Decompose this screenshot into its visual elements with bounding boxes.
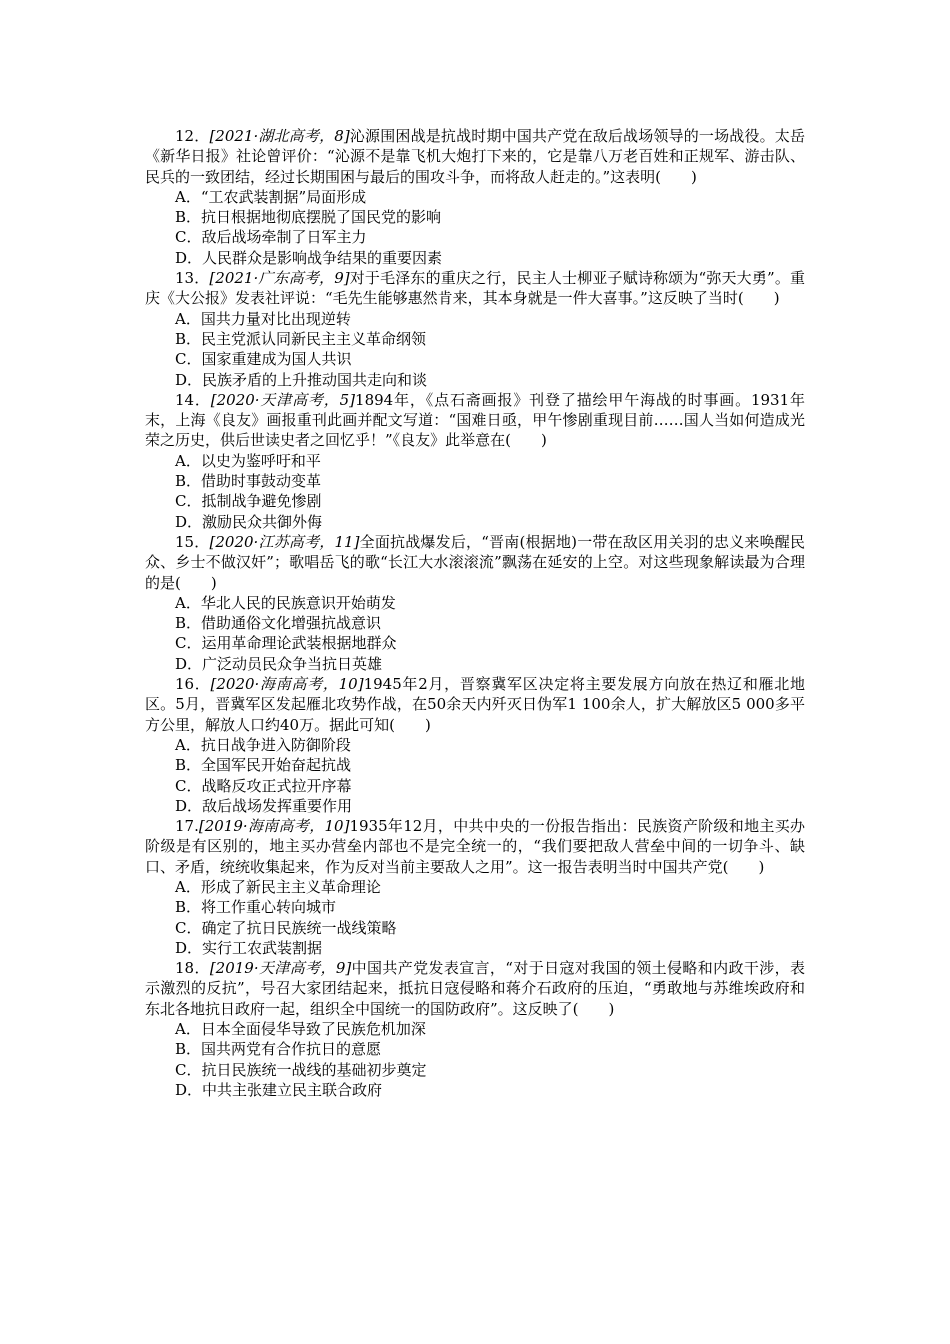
option-c: C．国家重建成为国人共识 bbox=[175, 350, 352, 369]
question-number: 13． bbox=[175, 269, 210, 288]
option-d: D．实行工农武装割据 bbox=[175, 938, 323, 957]
question-stem bbox=[145, 268, 805, 309]
question-15 bbox=[145, 532, 805, 674]
question-14 bbox=[145, 390, 805, 532]
option-a: A．国共力量对比出现逆转 bbox=[175, 309, 351, 328]
question-18 bbox=[145, 958, 805, 1100]
option-a: A．“工农武装割据”局面形成 bbox=[175, 187, 367, 206]
question-number: 15． bbox=[175, 532, 210, 551]
option-d: D．激励民众共御外侮 bbox=[175, 512, 323, 531]
option-c: C．确定了抗日民族统一战线策略 bbox=[175, 918, 397, 937]
question-stem bbox=[145, 532, 805, 593]
option-b: B．全国军民开始奋起抗战 bbox=[175, 756, 352, 775]
option-d: D．敌后战场发挥重要作用 bbox=[175, 796, 353, 815]
option-b: B．抗日根据地彻底摆脱了国民党的影响 bbox=[175, 208, 442, 227]
option-c: C．抗日民族统一战线的基础初步奠定 bbox=[175, 1060, 427, 1079]
question-text: 全面抗战爆发后，“晋南(根据地)一带在敌区用关羽的忠义来唤醒民众、乡士不做汉奸”；歌唱岳飞的歌“长江大水滚滚流”飘荡在延安的上空。对这些现象解读最为合理的是( ) bbox=[145, 532, 805, 592]
question-number: 16． bbox=[175, 675, 211, 694]
question-17 bbox=[145, 816, 805, 958]
question-number: 12． bbox=[175, 127, 210, 145]
option-d: D．人民群众是影响战争结果的重要因素 bbox=[175, 248, 443, 267]
question-number: 14． bbox=[175, 390, 211, 409]
option-b: B．借助时事鼓动变革 bbox=[175, 472, 322, 491]
question-text: 1935年12月，中共中央的一份报告指出：民族资产阶级和地主买办阶级是有区别的，地主买办营垒内部也不是完全统一的，“我们要把敌人营垒中间的一切争斗、缺口、矛盾，统统收集起来，作为反对当前主要敌人之用”。这一报告表明当时中国共产党( ) bbox=[145, 817, 805, 876]
question-number: 17. bbox=[175, 817, 199, 836]
option-b: B．民主党派认同新民主主义革命纲领 bbox=[175, 329, 427, 348]
option-a: A．以史为鉴呼吁和平 bbox=[175, 451, 321, 470]
option-b: B．将工作重心转向城市 bbox=[175, 898, 337, 917]
question-text: 沁源围困战是抗战时期中国共产党在敌后战场领导的一场战役。太岳《新华日报》社论曾评价：“沁源不是靠飞机大炮打下来的，它是靠八万老百姓和正规军、游击队、民兵的一致团结，经过长期围困与最后的围攻斗争，而将敌人赶走的。”这表明( ) bbox=[145, 127, 805, 186]
question-number: 18． bbox=[175, 959, 210, 978]
option-b: B．借助通俗文化增强抗战意识 bbox=[175, 614, 382, 633]
option-d: D．民族矛盾的上升推动国共走向和谈 bbox=[175, 370, 428, 389]
option-a: A．形成了新民主主义革命理论 bbox=[175, 877, 381, 896]
option-a: A．抗日战争进入防御阶段 bbox=[175, 735, 351, 754]
question-source: [2019·海南高考，10] bbox=[198, 817, 350, 836]
question-text: 1894年，《点石斋画报》刊登了描绘甲午海战的时事画。1931年末，上海《良友》画报重刊此画并配文写道：“国难日亟，甲午惨剧重现目前……国人当如何造成光荣之历史，供后世读史者之回忆乎！”《良友》此举意在( ) bbox=[145, 390, 805, 450]
option-c: C．战略反攻正式拉开序幕 bbox=[175, 776, 352, 795]
option-c: C．抵制战争避免惨剧 bbox=[175, 492, 322, 511]
option-c: C．敌后战场牵制了日军主力 bbox=[175, 228, 367, 247]
question-source: [2019·天津高考，9] bbox=[209, 959, 352, 978]
option-a: A．华北人民的民族意识开始萌发 bbox=[175, 593, 396, 612]
option-b: B．国共两党有合作抗日的意愿 bbox=[175, 1040, 382, 1059]
question-source: [2020·海南高考，10] bbox=[210, 675, 364, 694]
question-source: [2021·湖北高考，8] bbox=[209, 127, 350, 145]
option-c: C．运用革命理论武装根据地群众 bbox=[175, 634, 397, 653]
question-stem bbox=[145, 816, 805, 877]
question-source: [2020·天津高考，5] bbox=[210, 390, 356, 409]
question-text: 对于毛泽东的重庆之行，民主人士柳亚子赋诗称颂为“弥天大勇”。重庆《大公报》发表社评说：“毛先生能够惠然肯来，其本身就是一件大喜事。”这反映了当时( ) bbox=[145, 269, 805, 308]
option-d: D．中共主张建立民主联合政府 bbox=[175, 1080, 383, 1099]
question-stem bbox=[145, 958, 805, 1019]
question-text: 中国共产党发表宣言，“对于日寇对我国的领土侵略和内政干涉，表示激烈的反抗”，号召大家团结起来，抵抗日寇侵略和蒋介石政府的压迫，“勇敢地与苏维埃政府和东北各地抗日政府一起，组织全中国统一的国防政府”。这反映了( ) bbox=[145, 959, 805, 1018]
question-stem bbox=[145, 126, 805, 187]
option-d: D．广泛动员民众争当抗日英雄 bbox=[175, 654, 383, 673]
question-stem bbox=[145, 674, 805, 735]
option-a: A．日本全面侵华导致了民族危机加深 bbox=[175, 1020, 426, 1039]
question-16 bbox=[145, 674, 805, 816]
question-13 bbox=[145, 268, 805, 390]
document-page bbox=[145, 126, 805, 1100]
question-source: [2020·江苏高考，11] bbox=[209, 532, 360, 551]
question-stem bbox=[145, 390, 805, 451]
question-source: [2021·广东高考，9] bbox=[209, 269, 350, 288]
question-12 bbox=[145, 126, 805, 268]
question-text: 1945年2月，晋察冀军区决定将主要发展方向放在热辽和雁北地区。5月，晋冀军区发起雁北攻势作战，在50余天内歼灭日伪军1 100余人，扩大解放区5 000多平方公里，解放人口约40万。据此可知( ) bbox=[145, 675, 805, 734]
